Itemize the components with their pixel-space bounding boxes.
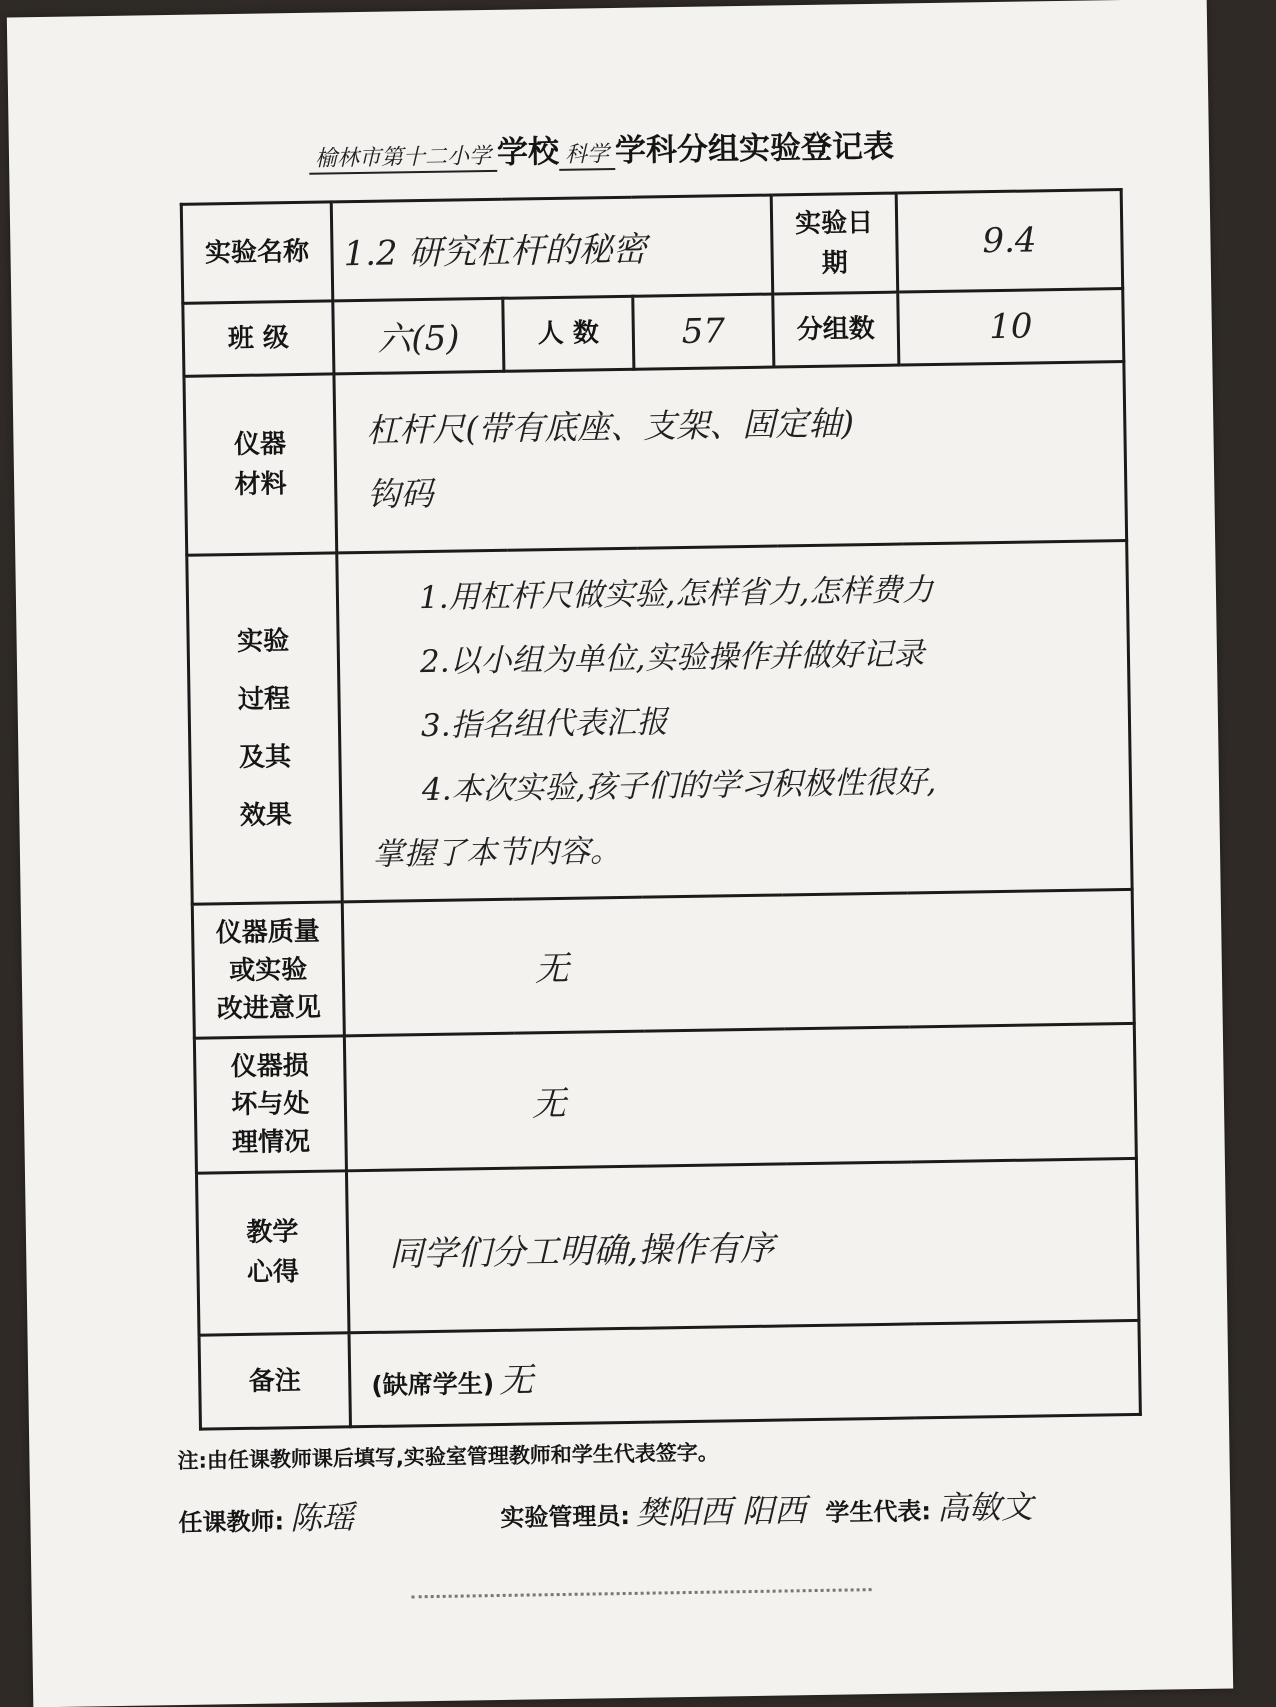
reflection-value: 同学们分工明确,操作有序 bbox=[346, 1158, 1138, 1333]
process-line: 掌握了本节内容。 bbox=[372, 832, 622, 873]
quality-label: 仪器质量 或实验 改进意见 bbox=[192, 902, 344, 1039]
student-count-value: 57 bbox=[633, 294, 774, 369]
subject-handwritten: 科学 bbox=[559, 137, 616, 171]
lab-admin-label: 实验管理员: bbox=[500, 1501, 631, 1532]
experiment-record-table bbox=[180, 188, 1142, 1431]
student-rep-signature: 高敏文 bbox=[936, 1487, 1034, 1528]
class-label: 班 级 bbox=[183, 301, 334, 376]
form-note: 注:由任课教师课后填写,实验室管理教师和学生代表签字。 bbox=[177, 1440, 719, 1474]
form-title-text: 学科分组实验登记表 bbox=[614, 128, 895, 169]
school-name-handwritten: 榆林市第十二小学 bbox=[309, 139, 498, 175]
materials-line: 杠杆尺(带有底座、支架、固定轴) bbox=[366, 403, 855, 450]
table-row bbox=[196, 1158, 1138, 1335]
reflection-label: 教学 心得 bbox=[196, 1171, 349, 1336]
table-row bbox=[192, 889, 1134, 1038]
remarks-value bbox=[349, 1321, 1140, 1427]
table-row bbox=[199, 1321, 1140, 1430]
student-rep-signature-block bbox=[825, 1482, 1033, 1531]
lab-admin-signature: 樊阳西 阳西 bbox=[635, 1491, 807, 1532]
materials-label: 仪器 材料 bbox=[184, 374, 337, 555]
remarks-label: 备注 bbox=[199, 1333, 350, 1429]
table-row bbox=[181, 190, 1122, 304]
group-count-value: 10 bbox=[898, 288, 1124, 364]
damage-value: 无 bbox=[344, 1024, 1136, 1171]
experiment-date-value: 9.4 bbox=[896, 190, 1123, 292]
group-count-label: 分组数 bbox=[773, 292, 899, 367]
process-line: 4.本次实验,孩子们的学习积极性很好, bbox=[421, 764, 937, 809]
process-line: 2.以小组为单位,实验操作并做好记录 bbox=[419, 636, 925, 681]
class-value: 六(5) bbox=[333, 298, 504, 374]
teacher-signature: 陈瑶 bbox=[289, 1498, 355, 1538]
process-line: 3.指名组代表汇报 bbox=[420, 704, 668, 745]
teacher-label: 任课教师: bbox=[178, 1507, 285, 1538]
experiment-name-value: 1.2 研究杠杆的秘密 bbox=[331, 195, 773, 301]
damage-label: 仪器损 坏与处 理情况 bbox=[194, 1036, 346, 1173]
absent-students-value: 无 bbox=[498, 1360, 534, 1402]
experiment-name-label: 实验名称 bbox=[181, 202, 333, 303]
registration-form-sheet bbox=[7, 0, 1233, 1707]
absent-students-prefix: (缺席学生) bbox=[371, 1369, 495, 1401]
teacher-signature-block bbox=[178, 1492, 354, 1541]
process-value bbox=[337, 541, 1132, 902]
process-label: 实验 过程 及其 效果 bbox=[187, 553, 342, 904]
school-suffix: 学校 bbox=[496, 133, 560, 171]
materials-value bbox=[334, 361, 1127, 553]
student-count-label: 人 数 bbox=[503, 296, 634, 371]
table-row bbox=[187, 541, 1132, 905]
print-specks bbox=[411, 1574, 871, 1598]
student-rep-label: 学生代表: bbox=[825, 1497, 932, 1527]
materials-line: 钩码 bbox=[367, 473, 434, 514]
quality-value: 无 bbox=[342, 889, 1134, 1036]
process-line: 1.用杠杆尺做实验,怎样省力,怎样费力 bbox=[418, 572, 934, 617]
lab-admin-signature-block bbox=[500, 1485, 806, 1536]
table-row bbox=[194, 1024, 1136, 1173]
form-title bbox=[309, 113, 1030, 174]
table-row bbox=[184, 361, 1127, 555]
experiment-date-label: 实验日期 bbox=[771, 193, 898, 294]
